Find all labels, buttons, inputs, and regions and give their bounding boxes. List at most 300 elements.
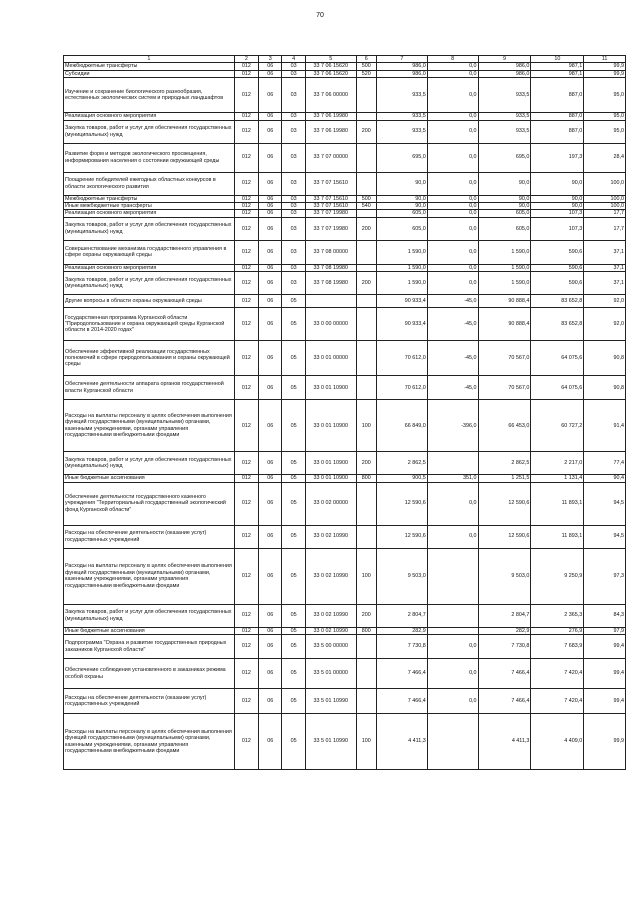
cell-col-adjusted-plan: 605,0 [478, 210, 531, 217]
cell-col-section: 06 [259, 143, 282, 172]
cell-col-subsection: 05 [282, 295, 305, 308]
cell-col-subsection: 05 [282, 525, 305, 548]
cell-col-name: Расходы на выплаты персоналу в целях обеспечения выполнения функций государственными (муниципальными) органами, казенными учреждениями, органами управления государственными внебюджетными фондами [64, 548, 235, 604]
table-row [64, 264, 626, 271]
cell-col-ministry: 012 [234, 627, 258, 634]
cell-col-executed: 90,0 [531, 172, 584, 195]
table-row [64, 548, 626, 604]
cell-col-adjusted-plan: 90,0 [478, 203, 531, 210]
cell-col-subsection: 03 [282, 272, 305, 295]
cell-col-target-code: 33 7 08 19980 [305, 264, 356, 271]
cell-col-ministry: 012 [234, 659, 258, 689]
cell-col-section: 06 [259, 70, 282, 77]
table-body [64, 56, 626, 770]
cell-col-name: Поощрение победителей ежегодных областных конкурсов в области экологического развития [64, 172, 235, 195]
cell-col-name: Обеспечение деятельности государственного казенного учреждения "Территориальный государственный экологический фонд Курганской области" [64, 482, 235, 525]
cell-col-adjusted-plan: 4 411,3 [478, 714, 531, 770]
cell-col-name: Межбюджетные трансферты [64, 63, 235, 70]
cell-col-expense-type [356, 659, 376, 689]
cell-col-percent: 99,4 [584, 635, 626, 659]
cell-col-expense-type: 100 [356, 400, 376, 452]
cell-col-percent: 92,0 [584, 308, 626, 341]
cell-col-adjusted-plan: 7 466,4 [478, 659, 531, 689]
cell-col-section: 06 [259, 689, 282, 714]
table-row [64, 120, 626, 143]
cell-col-ministry: 012 [234, 120, 258, 143]
cell-col-percent: 95,0 [584, 113, 626, 120]
cell-col-change: 0,0 [427, 217, 478, 240]
cell-col-adjusted-plan: 605,0 [478, 217, 531, 240]
cell-col-expense-type [356, 264, 376, 271]
cell-col-expense-type: 800 [356, 627, 376, 634]
cell-col-expense-type: 200 [356, 452, 376, 475]
cell-col-executed: 11 893,1 [531, 482, 584, 525]
cell-col-percent: 99,9 [584, 63, 626, 70]
cell-col-percent: 37,1 [584, 240, 626, 264]
cell-col-plan: 900,5 [376, 475, 427, 482]
cell-col-adjusted-plan: 9 503,0 [478, 548, 531, 604]
cell-col-expense-type [356, 240, 376, 264]
cell-col-ministry: 012 [234, 376, 258, 400]
cell-col-section: 06 [259, 272, 282, 295]
cell-col-subsection: 05 [282, 341, 305, 376]
cell-col-name: Другие вопросы в области охраны окружающей среды [64, 295, 235, 308]
cell-col-ministry: 012 [234, 210, 258, 217]
table-row [64, 525, 626, 548]
cell-col-executed: 7 420,4 [531, 659, 584, 689]
cell-col-ministry: 012 [234, 635, 258, 659]
cell-col-plan: 90 933,4 [376, 295, 427, 308]
cell-col-subsection: 03 [282, 195, 305, 202]
cell-col-change: 0,0 [427, 635, 478, 659]
table-row [64, 70, 626, 77]
cell-col-section: 06 [259, 341, 282, 376]
table-row [64, 482, 626, 525]
cell-col-expense-type: 800 [356, 475, 376, 482]
cell-col-executed: 83 652,8 [531, 308, 584, 341]
cell-col-percent: 37,1 [584, 272, 626, 295]
cell-col-ministry: 012 [234, 217, 258, 240]
cell-col-target-code: 33 5 01 10990 [305, 714, 356, 770]
cell-col-name: Субсидии [64, 70, 235, 77]
header-cell-col-percent: 11 [584, 56, 626, 63]
cell-col-adjusted-plan: 695,0 [478, 143, 531, 172]
cell-col-plan: 90,0 [376, 203, 427, 210]
cell-col-adjusted-plan: 12 590,6 [478, 525, 531, 548]
cell-col-target-code: 33 5 01 10990 [305, 689, 356, 714]
cell-col-change: 0,0 [427, 113, 478, 120]
cell-col-executed: 276,9 [531, 627, 584, 634]
cell-col-subsection: 05 [282, 714, 305, 770]
cell-col-change [427, 452, 478, 475]
cell-col-target-code: 33 7 07 15610 [305, 203, 356, 210]
table-row [64, 341, 626, 376]
cell-col-target-code: 33 7 08 00000 [305, 240, 356, 264]
cell-col-subsection: 05 [282, 604, 305, 627]
cell-col-change: 0,0 [427, 195, 478, 202]
cell-col-section: 06 [259, 376, 282, 400]
table-row [64, 689, 626, 714]
cell-col-ministry: 012 [234, 195, 258, 202]
cell-col-target-code: 33 7 07 19980 [305, 210, 356, 217]
cell-col-name: Изучение и сохранение биологического разнообразия, естественных экологических систем и природных ландшафтов [64, 78, 235, 113]
cell-col-name: Государственная программа Курганской области "Природопользование и охрана окружающей среды Курганской области в 2014-2020 годах" [64, 308, 235, 341]
cell-col-percent: 28,4 [584, 143, 626, 172]
cell-col-ministry: 012 [234, 143, 258, 172]
cell-col-section: 06 [259, 482, 282, 525]
cell-col-change: -396,0 [427, 400, 478, 452]
cell-col-change: 0,0 [427, 203, 478, 210]
cell-col-name: Расходы на выплаты персоналу в целях обеспечения выполнения функций государственными (муниципальными) органами, казенными учреждениями, органами управления государственными внебюджетными фондами [64, 714, 235, 770]
cell-col-target-code: 33 0 01 10900 [305, 376, 356, 400]
header-row [64, 56, 626, 63]
cell-col-plan: 282,9 [376, 627, 427, 634]
cell-col-change: 0,0 [427, 78, 478, 113]
table-row [64, 272, 626, 295]
cell-col-adjusted-plan: 2 862,5 [478, 452, 531, 475]
cell-col-percent: 17,7 [584, 210, 626, 217]
cell-col-adjusted-plan: 1 590,0 [478, 272, 531, 295]
cell-col-change: 0,0 [427, 63, 478, 70]
cell-col-subsection: 03 [282, 217, 305, 240]
cell-col-change [427, 604, 478, 627]
cell-col-change: 0,0 [427, 240, 478, 264]
cell-col-adjusted-plan: 66 453,0 [478, 400, 531, 452]
cell-col-change: 0,0 [427, 210, 478, 217]
cell-col-change: 0,0 [427, 689, 478, 714]
cell-col-executed: 590,6 [531, 264, 584, 271]
cell-col-change: -45,0 [427, 341, 478, 376]
cell-col-percent: 90,4 [584, 475, 626, 482]
cell-col-target-code: 33 7 06 15620 [305, 63, 356, 70]
cell-col-section: 06 [259, 714, 282, 770]
cell-col-name: Реализация основного мероприятия [64, 264, 235, 271]
cell-col-adjusted-plan: 1 251,5 [478, 475, 531, 482]
table-row [64, 78, 626, 113]
cell-col-plan: 1 590,0 [376, 264, 427, 271]
cell-col-section: 06 [259, 525, 282, 548]
cell-col-subsection: 05 [282, 376, 305, 400]
cell-col-name: Подпрограмма "Охрана и развитие государственных природных заказников Курганской области" [64, 635, 235, 659]
cell-col-percent: 95,0 [584, 120, 626, 143]
cell-col-adjusted-plan: 7 730,8 [478, 635, 531, 659]
cell-col-percent: 90,8 [584, 376, 626, 400]
cell-col-target-code: 33 7 07 15610 [305, 195, 356, 202]
cell-col-change: 0,0 [427, 120, 478, 143]
cell-col-target-code: 33 7 08 19980 [305, 272, 356, 295]
cell-col-subsection: 03 [282, 172, 305, 195]
cell-col-percent: 90,8 [584, 341, 626, 376]
cell-col-subsection: 03 [282, 78, 305, 113]
cell-col-executed: 887,0 [531, 78, 584, 113]
cell-col-plan: 66 849,0 [376, 400, 427, 452]
cell-col-expense-type: 200 [356, 604, 376, 627]
cell-col-ministry: 012 [234, 482, 258, 525]
cell-col-percent: 77,4 [584, 452, 626, 475]
cell-col-percent: 100,0 [584, 203, 626, 210]
table-row [64, 295, 626, 308]
cell-col-ministry: 012 [234, 63, 258, 70]
cell-col-section: 06 [259, 295, 282, 308]
cell-col-adjusted-plan: 70 567,0 [478, 341, 531, 376]
header-cell-col-expense-type: 6 [356, 56, 376, 63]
cell-col-percent: 84,3 [584, 604, 626, 627]
header-cell-col-change: 8 [427, 56, 478, 63]
cell-col-change: 0,0 [427, 143, 478, 172]
cell-col-change [427, 548, 478, 604]
cell-col-target-code: 33 0 01 10900 [305, 452, 356, 475]
cell-col-expense-type: 100 [356, 714, 376, 770]
cell-col-plan: 7 730,8 [376, 635, 427, 659]
cell-col-target-code: 33 0 02 10990 [305, 525, 356, 548]
cell-col-executed: 197,3 [531, 143, 584, 172]
cell-col-target-code: 33 5 00 00000 [305, 635, 356, 659]
table-row [64, 113, 626, 120]
cell-col-name: Реализация основного мероприятия [64, 113, 235, 120]
cell-col-target-code: 33 0 01 10900 [305, 400, 356, 452]
cell-col-expense-type: 520 [356, 70, 376, 77]
cell-col-subsection: 05 [282, 308, 305, 341]
cell-col-change: -45,0 [427, 308, 478, 341]
cell-col-target-code: 33 7 07 19980 [305, 217, 356, 240]
cell-col-plan: 933,5 [376, 120, 427, 143]
cell-col-name: Закупка товаров, работ и услуг для обеспечения государственных (муниципальных) нужд [64, 452, 235, 475]
cell-col-expense-type [356, 113, 376, 120]
table-row [64, 714, 626, 770]
cell-col-plan: 90,0 [376, 195, 427, 202]
cell-col-executed: 64 075,6 [531, 376, 584, 400]
cell-col-adjusted-plan: 282,9 [478, 627, 531, 634]
cell-col-adjusted-plan: 986,0 [478, 70, 531, 77]
cell-col-executed: 107,3 [531, 217, 584, 240]
cell-col-target-code: 33 0 01 10900 [305, 475, 356, 482]
table-row [64, 195, 626, 202]
cell-col-change: 0,0 [427, 70, 478, 77]
cell-col-ministry: 012 [234, 475, 258, 482]
page-number: 70 [316, 12, 324, 19]
cell-col-subsection: 03 [282, 113, 305, 120]
cell-col-executed: 7 683,9 [531, 635, 584, 659]
table-row [64, 635, 626, 659]
cell-col-section: 06 [259, 627, 282, 634]
cell-col-percent: 99,4 [584, 659, 626, 689]
cell-col-plan: 2 862,5 [376, 452, 427, 475]
cell-col-executed: 7 420,4 [531, 689, 584, 714]
cell-col-section: 06 [259, 400, 282, 452]
header-cell-col-section: 3 [259, 56, 282, 63]
cell-col-expense-type [356, 308, 376, 341]
cell-col-change: 0,0 [427, 272, 478, 295]
cell-col-adjusted-plan: 2 804,7 [478, 604, 531, 627]
cell-col-expense-type: 200 [356, 272, 376, 295]
cell-col-executed: 64 075,6 [531, 341, 584, 376]
cell-col-executed: 2 365,3 [531, 604, 584, 627]
header-cell-col-executed: 10 [531, 56, 584, 63]
cell-col-section: 06 [259, 195, 282, 202]
cell-col-target-code: 33 0 02 10990 [305, 548, 356, 604]
cell-col-executed: 1 131,4 [531, 475, 584, 482]
cell-col-target-code: 33 7 06 15620 [305, 70, 356, 77]
cell-col-adjusted-plan: 933,5 [478, 120, 531, 143]
cell-col-executed: 83 652,8 [531, 295, 584, 308]
cell-col-name: Обеспечение соблюдения установленного в заказниках режима особой охраны [64, 659, 235, 689]
cell-col-subsection: 05 [282, 400, 305, 452]
cell-col-adjusted-plan: 933,5 [478, 78, 531, 113]
cell-col-expense-type [356, 635, 376, 659]
cell-col-adjusted-plan: 1 590,0 [478, 264, 531, 271]
cell-col-plan: 4 411,3 [376, 714, 427, 770]
cell-col-percent: 99,9 [584, 70, 626, 77]
cell-col-name: Совершенствование механизма государственного управления в сфере охраны окружающей среды [64, 240, 235, 264]
cell-col-section: 06 [259, 604, 282, 627]
cell-col-expense-type [356, 210, 376, 217]
cell-col-percent: 92,0 [584, 295, 626, 308]
cell-col-plan: 1 590,0 [376, 240, 427, 264]
header-cell-col-adjusted-plan: 9 [478, 56, 531, 63]
cell-col-subsection: 03 [282, 240, 305, 264]
table-row [64, 63, 626, 70]
cell-col-section: 06 [259, 217, 282, 240]
cell-col-name: Расходы на обеспечение деятельности (оказание услуг) государственных учреждений [64, 689, 235, 714]
cell-col-name: Обеспечение деятельности аппарата органов государственной власти Курганской области [64, 376, 235, 400]
cell-col-expense-type: 100 [356, 548, 376, 604]
cell-col-plan: 9 503,0 [376, 548, 427, 604]
cell-col-subsection: 03 [282, 143, 305, 172]
table-row [64, 475, 626, 482]
table-row [64, 376, 626, 400]
cell-col-subsection: 03 [282, 264, 305, 271]
cell-col-plan: 7 466,4 [376, 689, 427, 714]
cell-col-section: 06 [259, 172, 282, 195]
cell-col-name: Реализация основного мероприятия [64, 210, 235, 217]
cell-col-ministry: 012 [234, 240, 258, 264]
cell-col-subsection: 05 [282, 452, 305, 475]
budget-table [63, 55, 626, 770]
cell-col-target-code: 33 7 06 19980 [305, 113, 356, 120]
cell-col-plan: 12 590,6 [376, 525, 427, 548]
cell-col-section: 06 [259, 308, 282, 341]
cell-col-executed: 90,0 [531, 203, 584, 210]
cell-col-expense-type: 500 [356, 195, 376, 202]
cell-col-target-code: 33 0 01 00000 [305, 341, 356, 376]
cell-col-ministry: 012 [234, 295, 258, 308]
cell-col-adjusted-plan: 7 466,4 [478, 689, 531, 714]
cell-col-subsection: 05 [282, 482, 305, 525]
cell-col-ministry: 012 [234, 689, 258, 714]
cell-col-section: 06 [259, 63, 282, 70]
cell-col-percent: 95,0 [584, 78, 626, 113]
cell-col-name: Иные бюджетные ассигнования [64, 475, 235, 482]
cell-col-section: 06 [259, 210, 282, 217]
cell-col-target-code: 33 7 06 00000 [305, 78, 356, 113]
cell-col-change: 0,0 [427, 525, 478, 548]
cell-col-ministry: 012 [234, 308, 258, 341]
table-row [64, 400, 626, 452]
cell-col-ministry: 012 [234, 548, 258, 604]
cell-col-executed: 11 893,1 [531, 525, 584, 548]
cell-col-subsection: 05 [282, 689, 305, 714]
cell-col-name: Закупка товаров, работ и услуг для обеспечения государственных (муниципальных) нужд [64, 604, 235, 627]
cell-col-name: Закупка товаров, работ и услуг для обеспечения государственных (муниципальных) нужд [64, 217, 235, 240]
cell-col-plan: 90 933,4 [376, 308, 427, 341]
cell-col-ministry: 012 [234, 78, 258, 113]
header-cell-col-subsection: 4 [282, 56, 305, 63]
cell-col-expense-type [356, 525, 376, 548]
cell-col-plan: 933,5 [376, 78, 427, 113]
table-row [64, 308, 626, 341]
cell-col-expense-type [356, 376, 376, 400]
cell-col-subsection: 05 [282, 627, 305, 634]
cell-col-section: 06 [259, 659, 282, 689]
cell-col-plan: 986,0 [376, 70, 427, 77]
cell-col-plan: 7 466,4 [376, 659, 427, 689]
cell-col-plan: 986,0 [376, 63, 427, 70]
cell-col-subsection: 03 [282, 70, 305, 77]
cell-col-subsection: 05 [282, 548, 305, 604]
table-row [64, 210, 626, 217]
cell-col-percent: 17,7 [584, 217, 626, 240]
cell-col-target-code: 33 7 06 19980 [305, 120, 356, 143]
cell-col-ministry: 012 [234, 714, 258, 770]
cell-col-section: 06 [259, 452, 282, 475]
cell-col-percent: 97,3 [584, 548, 626, 604]
header-cell-col-target-code: 5 [305, 56, 356, 63]
cell-col-name: Иные межбюджетные трансферты [64, 203, 235, 210]
cell-col-ministry: 012 [234, 604, 258, 627]
cell-col-name: Межбюджетные трансферты [64, 195, 235, 202]
table-row [64, 172, 626, 195]
table-row [64, 627, 626, 634]
cell-col-expense-type: 500 [356, 63, 376, 70]
table-row [64, 217, 626, 240]
table-row [64, 659, 626, 689]
cell-col-subsection: 03 [282, 203, 305, 210]
cell-col-adjusted-plan: 90 888,4 [478, 295, 531, 308]
table-row [64, 203, 626, 210]
cell-col-target-code: 33 0 02 10990 [305, 627, 356, 634]
cell-col-percent: 94,5 [584, 525, 626, 548]
cell-col-name: Закупка товаров, работ и услуг для обеспечения государственных (муниципальных) нужд [64, 272, 235, 295]
cell-col-change: 0,0 [427, 482, 478, 525]
cell-col-ministry: 012 [234, 113, 258, 120]
cell-col-change: 0,0 [427, 659, 478, 689]
cell-col-section: 06 [259, 78, 282, 113]
cell-col-subsection: 05 [282, 635, 305, 659]
cell-col-executed: 90,0 [531, 195, 584, 202]
cell-col-plan: 1 590,0 [376, 272, 427, 295]
cell-col-plan: 605,0 [376, 210, 427, 217]
cell-col-plan: 70 612,0 [376, 376, 427, 400]
cell-col-section: 06 [259, 203, 282, 210]
cell-col-name: Обеспечение эффективной реализации государственных полномочий в сфере природопользования и охраны окружающей среды [64, 341, 235, 376]
cell-col-plan: 605,0 [376, 217, 427, 240]
cell-col-target-code: 33 7 07 00000 [305, 143, 356, 172]
header-cell-col-plan: 7 [376, 56, 427, 63]
cell-col-percent: 100,0 [584, 172, 626, 195]
cell-col-name: Расходы на выплаты персоналу в целях обеспечения выполнения функций государственными (муниципальными) органами, казенными учреждениями, органами управления государственными внебюджетными фондами [64, 400, 235, 452]
cell-col-section: 06 [259, 548, 282, 604]
cell-col-executed: 9 250,9 [531, 548, 584, 604]
cell-col-target-code: 33 0 02 10990 [305, 604, 356, 627]
cell-col-adjusted-plan: 90,0 [478, 195, 531, 202]
cell-col-percent: 99,4 [584, 689, 626, 714]
cell-col-expense-type: 540 [356, 203, 376, 210]
cell-col-adjusted-plan: 986,0 [478, 63, 531, 70]
cell-col-name: Иные бюджетные ассигнования [64, 627, 235, 634]
cell-col-section: 06 [259, 113, 282, 120]
cell-col-expense-type [356, 143, 376, 172]
cell-col-expense-type [356, 172, 376, 195]
